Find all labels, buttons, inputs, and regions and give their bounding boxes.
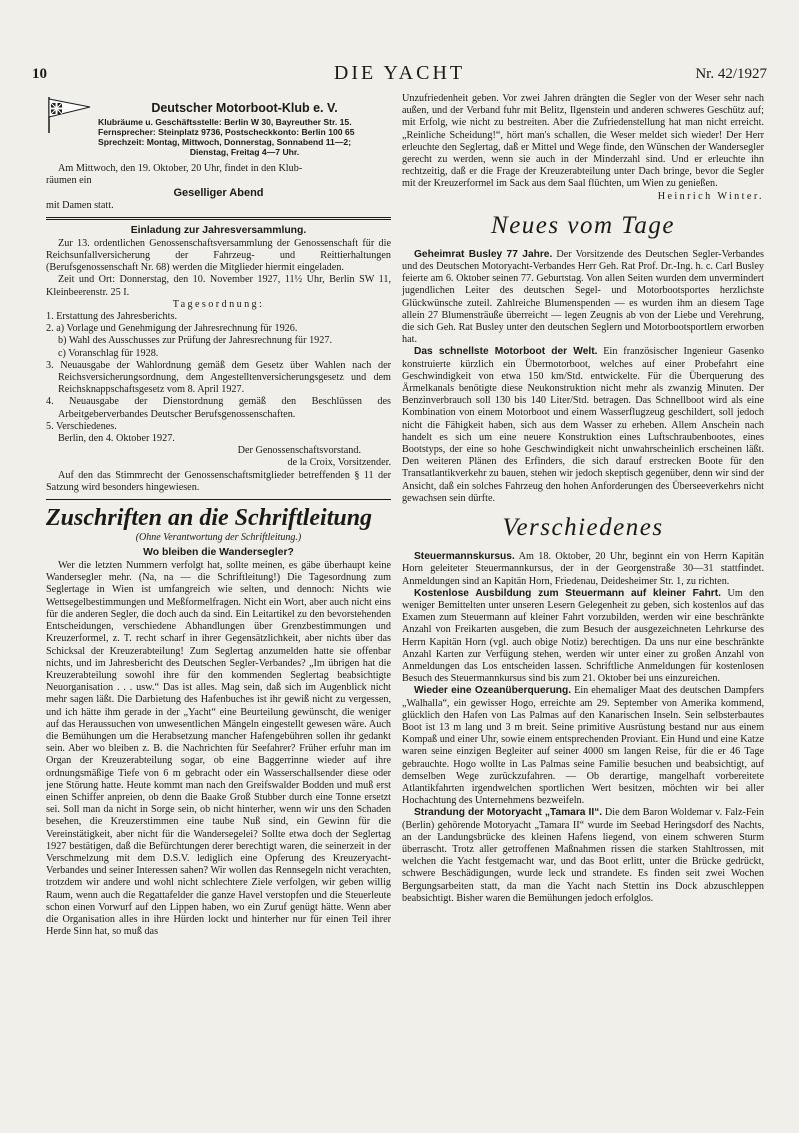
misc-item <box>402 551 764 588</box>
club-phone: Fernsprecher: Steinplatz 9736, Postscheckkonto: Berlin 100 65 <box>98 127 355 137</box>
agenda-list <box>46 311 391 433</box>
issue-number: Nr. 42/1927 <box>695 66 767 82</box>
club-invite-line-1: Am Mittwoch, den 19. Oktober, 20 Uhr, findet in den Klub- <box>58 163 303 174</box>
club-hours: Sprechzeit: Montag, Mittwoch, Donnerstag, Sonnabend 11—2; <box>98 137 352 147</box>
assembly-date: Berlin, den 4. Oktober 1927. <box>58 433 175 445</box>
assembly-paragraph-1: Zur 13. ordentlichen Genossenschaftsversammlung der Genossenschaft für die Reichsunfallversicherung der Fahrzeug- und Reittierhaltungen (Berufsgenossenschaft Nr. 68) werden die Mitglieder hiermit eingeladen. <box>46 237 391 274</box>
club-evening-title: Geselliger Abend <box>173 187 264 200</box>
club-invite-line-3: mit Damen statt. <box>46 199 114 211</box>
news-item-head: Das schnellste Motorboot der Welt. <box>414 346 598 358</box>
club-info <box>98 95 391 157</box>
agenda-item: 2. a) Vorlage und Genehmigung der Jahresrechnung für 1926. <box>46 323 298 335</box>
agenda-item: c) Voranschlag für 1928. <box>58 347 159 359</box>
letters-section-title: Zuschriften an die Schriftleitung <box>46 505 373 532</box>
news-section-title: Neues vom Tage <box>491 211 675 239</box>
left-column <box>46 95 391 938</box>
right-column <box>402 93 764 905</box>
club-hours-2: Dienstag, Freitag 4—7 Uhr. <box>189 147 300 157</box>
letters-section-subtitle: (Ohne Verantwortung der Schriftleitung.) <box>135 532 302 544</box>
letter-article-title: Wo bleiben die Wandersegler? <box>143 547 294 559</box>
club-pennant-icon <box>46 97 92 133</box>
letter-article-continued: Unzufriedenheit geben. Vor zwei Jahren drängten die Segler von der Weser sehr nach außen, und der Verband fuhr mit Belitz, Ilgenstein und anderen schweres Geschütz auf; mit Erfolg, wie nicht zu bestreiten. Aber die Zufriedenstellung hat man nicht erreicht. „Reinliche Scheidung!“, hört man's schallen, die Weser meldet sich wieder! Der Herr erleuchte den Seglertag, daß er Mittel und Wege finde, den Wünschen der Wandersegler gerecht zu werden, wenn sie auch in der Minderzahl sind. Und er erleuchte ihn rechtzeitig, daß er die Frage der Kreuzerabteilung unter Dach bringe, bevor die Segler mit der Kreuzerformel im Sack aus dem Saal flüchten, um Wien zu genießen. <box>402 93 764 190</box>
agenda-item: b) Wahl des Ausschusses zur Prüfung der Jahresrechnung für 1927. <box>58 335 332 347</box>
club-notice <box>46 95 391 157</box>
agenda-item: 3. Neuausgabe der Wahlordnung gemäß dem Gesetz über Wahlen nach der Reichsversicherungsordnung, dem Angestelltenversicherungsgesetz und dem Reichsknappschaftsgesetz vom 8. April 1927. <box>46 359 391 396</box>
agenda-title: Tagesordnung: <box>172 298 265 310</box>
club-address: Klubräume u. Geschäftsstelle: Berlin W 30, Bayreuther Str. 15. <box>98 117 352 127</box>
misc-item-text: Die dem Baron Woldemar v. Falz-Fein (Berlin) gehörende Motoryacht „Tamara II“ wurde im Seebad Heringsdorf des Nachts, an der Landungsbrücke des kleinen Hafens liegend, von einem schweren Sturm überrascht. Trotz aller getroffenen Maßnahmen rissen die starken Stahltrossen, mit welchen die Yacht festgemacht war, und das Boot erlitt, unter die Brücke gedrückt, schwere Beschädigungen, wurde leck und strandete. Es finden seit zwei Wochen Bergungsarbeiten statt, da man die Yacht nach Stettin ins Dock abzuschleppen beabsichtigt. Bisher waren die Bemühungen jedoch erfolglos. <box>402 807 764 904</box>
publication-title: DIE YACHT <box>333 62 466 84</box>
page-number: 10 <box>32 66 47 82</box>
agenda-item: 4. Neuausgabe der Dienstordnung gemäß den Beschlüssen des Arbeitgeberverbandes Deutscher Berufsgenossenschaften. <box>46 396 391 420</box>
misc-item-head: Kostenlose Ausbildung zum Steuermann auf kleiner Fahrt. <box>414 587 721 599</box>
letter-article-body: Wer die letzten Nummern verfolgt hat, sollte meinen, es gäbe überhaupt keine Wandersegler mehr. (Na, na — die Schriftleitung!) Die Tagesordnung zum Seglertage in Wien ist umfangreich wie selten, und dennoch: Nichts wie Wettsegelbestimmungen und Meßformelfragen. Nicht ein Wort, aber auch nicht eins für die anderen Segler, die doch auch da sind. Ein Leitartikel zu den bevorstehenden Entscheidungen, verschiedene Abhandlungen über Grenzbestimmungen und Kreuzerformel, z. T. recht scharf in ihrer Gegensätzlichkeit, aber nichts über das Schicksal der Kreuzerabteilung! Zum Seglertag anzumelden hatte sie offenbar nichts, und im Jahresbericht des Deutschen Segler-Verbandes? „Im übrigen hat die Kreuzerabteilung sowohl ihre für den kommenden Seglertag beabsichtigte Neuorganisation . . . usw.“ Das ist alles. Mag sein, daß sich im Augenblick nicht mehr sagen läßt. Die Darbietung des Hafenbuches ist ihr gewiß nicht zu vergessen, und ich hätte ihm gerade in der „Yacht“ eine Beurteilung gewünscht, die weniger auf das Heraussuchen von unwesentlichen Mängeln eingestellt gewesen wäre. Auch die Bemühungen um die Herabsetzung mancher Hafengebühren sollen ihr gedankt sein. Aber wo bleiben z. B. die Nachrichten für Seefahrer? Früher erfuhr man im Organ der Kreuzerabteilung sogar, ob eine Baggerrinne wieder auf ihre ordnungsmäßige Tiefe von 6 m gebracht oder ein Wasserschallsender diese oder jene Störung hatte. Heute kommt man nach den Greifswalder Bodden und muß erst einen Schiffer anpreien, ob denn die Baake Groß Stubber durch eine Tonne ersetzt sei. Soll man da nicht in Sorge sein, ob nicht hinterher, wenn wir uns den Schaden besehen, die Kreuzerstimmen eine taube Nuß sind, ein Gewinn für die Vereinstätigkeit, aber nicht für die Wandersegelei? Sollte etwa doch der Seglertag 1927 bestätigen, daß die Befürchtungen derer berechtigt waren, die seinerzeit in der Verschmelzung mit dem D.S.V. lediglich eine Opferung des Kreuzeryacht-Verbandes und seiner Interessen sahen? Wir wollen das Rennsegeln nicht verachten, trotzdem wir andere und wohl nicht schlechtere Ziele verfolgen, wir geben willig Raum, wenn auch die Regattafelder die ganze Havel verstopfen und die Steuerleute schon einen Vorwurf auf den Lippen haben, wo ein Zuruf genügt hätte. Wenn aber die Organisation alles in ihre Hürden lockt und hinterher nur für einen Teil ihrer Herde Sinn hat, so muß das <box>46 560 391 938</box>
news-item-head: Geheimrat Busley 77 Jahre. <box>414 248 553 260</box>
news-item-text: Ein französischer Ingenieur Gasenko konstruierte kürzlich ein Übermotorboot, welches auf einer Probefahrt eine Geschwindigkeit von etwa 150 km/Std. entwickelte. Für die Überquerung des Ärmelkanals benötigte diese Neukonstruktion nicht mehr als zwanzig Minuten. Der Benzinverbrauch soll 130 bis 140 Liter/Std. betragen. Das Schnellboot wird als eine Kombination von einem Motorboot und einem Wasserflugzeug geschildert, soll jedoch nicht die Fähigkeit haben, sich aus dem Wasser zu erheben. Allem Anschein nach handelt es sich um eine neuere Konstruktion eines Luftschraubenbootes, eines Bootstyps, der eine so hohe Geschwindigkeit nicht unwahrscheinlich erscheinen läßt. Den weiteren Plänen des Erfinders, die sich darauf erstrecken Boote für den Transatlantikverkehr zu bauen, stehen wir jedoch skeptisch gegenüber, denn wir sind der Ansicht, daß ein solches Fahrzeug den hohen Anforderungen des Überseeverkehrs nicht gewachsen sein dürfte. <box>402 346 764 504</box>
assembly-note: Auf den das Stimmrecht der Genossenschaftsmitglieder betreffenden § 11 der Satzung wird besonders hingewiesen. <box>46 469 391 493</box>
assembly-paragraph-2: Zeit und Ort: Donnerstag, den 10. November 1927, 11½ Uhr, Berlin SW 11, Kleinbeerenstr. 25 I. <box>46 274 391 298</box>
misc-item <box>402 685 764 807</box>
misc-item-text: Ein ehemaliger Maat des deutschen Dampfers „Walhalla“, ein gewisser Hogo, erreichte am 29. September von Amerika kommend, glücklich den Hafen von Las Palmas auf den Kanarischen Inseln. Sein selbsterbautes Boot ist 13 m lang und 3 m breit. Seine primitive Ausrüstung bestand nur aus einem Kompaß und einer Uhr, sowie einem entsprechenden Proviant. Ein Hund und eine Katze waren seine einzigen Begleiter auf seiner 4000 sm langen Reise, für die er 46 Tage gebrauchte. Hogo wollte in Las Palmas seine Familie besuchen und beabsichtigt, auf demselben Wege zurückzufahren. — Ob derartige, mangelhaft vorbereitete Atlantikfahrten irgendwelchen sportlichen Wert besitzen, möchten wir bei aller Hochachtung des Unternehmens bezweifeln. <box>402 685 764 807</box>
news-item-text: Der Vorsitzende des Deutschen Segler-Verbandes und des Deutschen Motoryacht-Verbandes Herr Geh. Rat Prof. Dr.-Ing. h. c. Carl Busley feierte am 6. Oktober seinen 77. Geburtstag. Von allen Seiten wurden dem unvermindert jugendlichen Leiter des deutschen Segel- und Motorbootsportes herzlichste Glückwünsche zuteil. Zahlreiche Blumenspenden — es wurden ihm an diesem Tage allein 27 Blumensträuße überreicht — legen Zeugnis ab von der Liebe und Verehrung, die sich Geh. Rat Busley unter den deutschen Seglern und Motorbootsportlern erworben hat. <box>402 248 765 346</box>
misc-item <box>402 588 764 686</box>
club-invite <box>46 163 391 212</box>
news-item <box>402 346 764 505</box>
misc-section-title: Verschiedenes <box>502 514 664 542</box>
divider <box>46 499 391 500</box>
misc-item-head: Strandung der Motoryacht „Tamara II“. <box>414 807 603 819</box>
misc-item-text: Um den weniger Bemittelten unter unseren Lesern Gelegenheit zu geben, sich kostenlos auf das Examen zum Steuermann auf kleiner Fahrt vorzubilden, werden wir eine beschränkte Anzahl von Freikarten ausgeben, die zum Besuch der ausgezeichneten Lehrkurse des Herrn Kapitän Horn (vgl. auch obige Notiz) berechtigen. Da uns nur eine beschränkte Anzahl Karten zur Verfügung stehen, werden wir unter einer zu großen Anzahl von Anmeldungen das Los entscheiden lassen. Schriftliche Anmeldungen für kostenlosen Besuch des Steuermannkursus sind bis zum 21. Oktober bei uns einzureichen. <box>402 587 764 685</box>
assembly-title: Einladung zur Jahresversammlung. <box>130 224 307 236</box>
assembly-signature-1: Der Genossenschaftsvorstand. <box>237 445 361 457</box>
misc-item-text: Am 18. Oktober, 20 Uhr, beginnt ein von Herrn Kapitän Horn geleiteter Steuermannkursus, der in der Georgenstraße 30—31 stattfindet. Anmeldungen sind an Kapitän Horn, Friedenau, Deidesheimer Str. 1, zu richten. <box>402 551 764 587</box>
divider <box>46 217 391 220</box>
news-item <box>402 249 764 347</box>
agenda-item: 1. Erstattung des Jahresberichts. <box>46 311 177 323</box>
club-invite-line-2: räumen ein <box>46 175 92 187</box>
misc-item <box>402 807 764 905</box>
letter-author: Heinrich Winter. <box>657 190 764 202</box>
club-name: Deutscher Motorboot-Klub e. V. <box>151 101 338 115</box>
misc-item-head: Wieder eine Ozeanüberquerung. <box>414 685 572 697</box>
misc-item-head: Steuermannskursus. <box>414 551 515 563</box>
agenda-item: 5. Verschiedenes. <box>46 420 117 432</box>
assembly-signature-2: de la Croix, Vorsitzender. <box>287 457 391 469</box>
